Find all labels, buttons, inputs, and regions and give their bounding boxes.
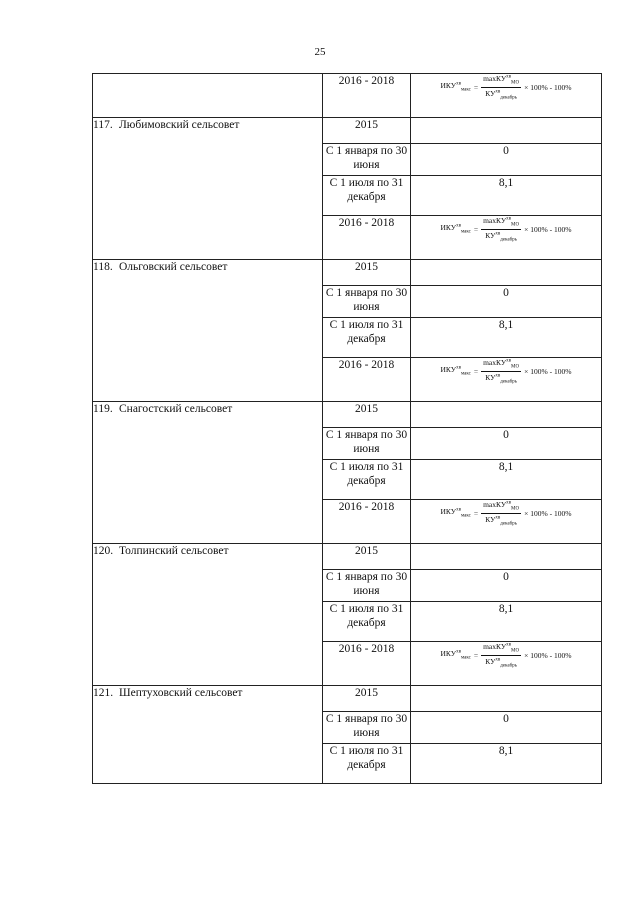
formula-cell — [411, 500, 602, 544]
settlement-name-cell — [93, 118, 323, 260]
value-cell — [411, 686, 602, 712]
period-cell: С 1 июля по 31 декабря — [323, 744, 411, 784]
table-row — [93, 118, 602, 144]
value-cell — [411, 260, 602, 286]
period-cell: С 1 января по 30 июня — [323, 144, 411, 176]
formula-equals: = — [473, 366, 479, 376]
value-cell: 8,1 — [411, 744, 602, 784]
formula-equals: = — [473, 650, 479, 660]
period-cell: 2016 - 2018 — [323, 216, 411, 260]
formula-tail: × 100% - 100% — [524, 650, 572, 660]
period-cell: 2015 — [323, 260, 411, 286]
period-cell: 2015 — [323, 402, 411, 428]
formula-fraction — [481, 358, 521, 384]
period-cell: С 1 января по 30 июня — [323, 712, 411, 744]
formula-tail: × 100% - 100% — [524, 224, 572, 234]
formula-lhs: $ИКУ^{хв}_{макс}$ — [440, 223, 471, 235]
value-cell — [411, 402, 602, 428]
formula-numerator: maxКУ$^{хв}_{МО}$ — [483, 358, 520, 370]
formula-cell — [411, 358, 602, 402]
tariff-table — [92, 73, 602, 784]
value-cell: 0 — [411, 712, 602, 744]
value-cell: 0 — [411, 286, 602, 318]
row-number: 117. — [93, 119, 113, 131]
formula-lhs: $ИКУ^{хв}_{макс}$ — [440, 81, 471, 93]
formula-denominator: $КУ^{хв}_{декабрь}$ — [485, 88, 517, 100]
formula-cell — [411, 216, 602, 260]
formula-numerator: maxКУ$^{хв}_{МО}$ — [483, 74, 520, 86]
value-cell: 8,1 — [411, 460, 602, 500]
period-cell: 2015 — [323, 118, 411, 144]
period-cell: С 1 января по 30 июня — [323, 570, 411, 602]
period-cell: 2016 - 2018 — [323, 358, 411, 402]
formula-fraction — [481, 74, 521, 100]
continuation-row — [93, 74, 602, 118]
formula-numerator: maxКУ$^{хв}_{МО}$ — [483, 642, 520, 654]
formula-denominator: $КУ^{хв}_{декабрь}$ — [485, 230, 517, 242]
formula-cell — [411, 642, 602, 686]
formula-lhs: $ИКУ^{хв}_{макс}$ — [440, 649, 471, 661]
settlement-name: Шептуховский сельсовет — [119, 687, 243, 699]
period-cell: С 1 июля по 31 декабря — [323, 176, 411, 216]
formula — [411, 642, 601, 668]
period-cell: 2015 — [323, 686, 411, 712]
period-cell: С 1 января по 30 июня — [323, 428, 411, 460]
value-cell: 8,1 — [411, 176, 602, 216]
table-row — [93, 686, 602, 712]
value-cell: 0 — [411, 570, 602, 602]
period-cell: С 1 июля по 31 декабря — [323, 460, 411, 500]
formula-equals: = — [473, 508, 479, 518]
period-cell: С 1 января по 30 июня — [323, 286, 411, 318]
settlement-name: Ольговский сельсовет — [119, 261, 228, 273]
table-row — [93, 544, 602, 570]
value-cell: 8,1 — [411, 602, 602, 642]
formula-tail: × 100% - 100% — [524, 82, 572, 92]
period-cell: 2016 - 2018 — [323, 500, 411, 544]
settlement-name-cell — [93, 402, 323, 544]
period-cell: С 1 июля по 31 декабря — [323, 602, 411, 642]
value-cell — [411, 544, 602, 570]
formula-denominator: $КУ^{хв}_{декабрь}$ — [485, 372, 517, 384]
formula-lhs: $ИКУ^{хв}_{макс}$ — [440, 507, 471, 519]
row-number: 121. — [93, 687, 114, 699]
settlement-name-cell — [93, 544, 323, 686]
formula-denominator: $КУ^{хв}_{декабрь}$ — [485, 656, 517, 668]
formula-fraction — [481, 500, 521, 526]
formula-tail: × 100% - 100% — [524, 366, 572, 376]
value-cell: 8,1 — [411, 318, 602, 358]
period-cell: 2016 - 2018 — [323, 74, 411, 118]
name-cell-empty — [93, 74, 323, 118]
formula-numerator: maxКУ$^{хв}_{МО}$ — [483, 216, 520, 228]
value-cell: 0 — [411, 428, 602, 460]
period-cell: С 1 июля по 31 декабря — [323, 318, 411, 358]
settlement-name: Любимовский сельсовет — [119, 119, 240, 131]
formula-numerator: maxКУ$^{хв}_{МО}$ — [483, 500, 520, 512]
table-row — [93, 260, 602, 286]
formula-cell — [411, 74, 602, 118]
formula-fraction — [481, 642, 521, 668]
formula — [411, 216, 601, 242]
formula-equals: = — [473, 224, 479, 234]
formula-fraction — [481, 216, 521, 242]
formula — [411, 500, 601, 526]
settlement-name: Снагостский сельсовет — [119, 403, 233, 415]
table-row — [93, 402, 602, 428]
value-cell: 0 — [411, 144, 602, 176]
formula-denominator: $КУ^{хв}_{декабрь}$ — [485, 514, 517, 526]
period-cell: 2015 — [323, 544, 411, 570]
formula — [411, 358, 601, 384]
settlement-name-cell — [93, 686, 323, 784]
formula-equals: = — [473, 82, 479, 92]
formula-lhs: $ИКУ^{хв}_{макс}$ — [440, 365, 471, 377]
row-number: 118. — [93, 261, 113, 273]
period-cell: 2016 - 2018 — [323, 642, 411, 686]
page-number: 25 — [314, 46, 326, 58]
row-number: 119. — [93, 403, 113, 415]
value-cell — [411, 118, 602, 144]
settlement-name-cell — [93, 260, 323, 402]
settlement-name: Толпинский сельсовет — [119, 545, 229, 557]
formula-tail: × 100% - 100% — [524, 508, 572, 518]
formula — [411, 74, 601, 100]
row-number: 120. — [93, 545, 114, 557]
